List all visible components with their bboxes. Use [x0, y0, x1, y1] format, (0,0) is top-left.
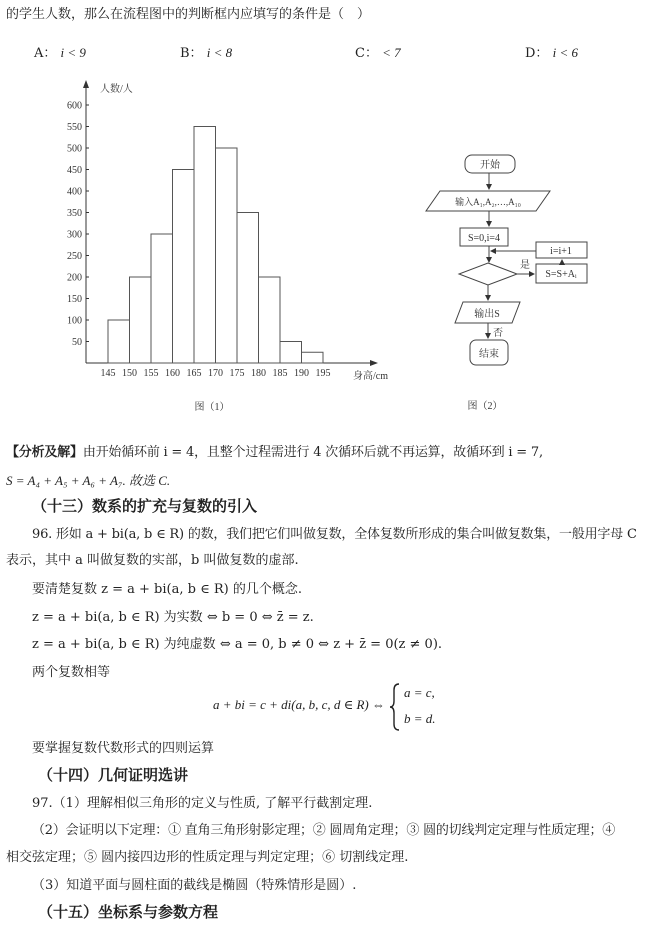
- y-tick-label: 300: [67, 229, 82, 241]
- output-label: 输出S: [474, 309, 500, 320]
- y-tick-label: 350: [67, 208, 82, 219]
- x-tick-label: 145: [100, 368, 116, 379]
- para-97-3: （3）知道平面与圆柱面的截线是椭圆（特殊情形是圆）.: [32, 878, 357, 893]
- option-label: C：: [355, 46, 378, 61]
- option-value: < 7: [382, 45, 401, 60]
- concept-line-3: z = a + bi(a, b ∈ R) 为纯虚数 ⇔ a = 0, b ≠ 0 ⇔ z + z̄ = 0(z ≠ 0).: [32, 637, 443, 652]
- x-tick-label: 175: [229, 368, 245, 379]
- flowchart: [0, 0, 657, 420]
- concept-line-2: z = a + bi(a, b ∈ R) 为实数 ⇔ b = 0 ⇔ z̄ = z.: [32, 610, 314, 625]
- para-96-line-2: 表示，其中 a 叫做复数的实部，b 叫做复数的虚部.: [6, 553, 299, 568]
- x-tick-label: 165: [186, 368, 202, 379]
- histogram-caption: 图（1）: [194, 402, 230, 413]
- y-tick-label: 150: [67, 294, 82, 305]
- para-97-1: 97.（1）理解相似三角形的定义与性质, 了解平行截割定理.: [32, 796, 373, 811]
- option-label: B：: [180, 46, 203, 61]
- option-label: A：: [34, 46, 57, 61]
- y-tick-label: 400: [67, 186, 82, 198]
- concept-line-1: 要清楚复数 z = a + bi(a, b ∈ R) 的几个概念.: [32, 582, 302, 597]
- section-15-heading: （十五）坐标系与参数方程: [38, 903, 219, 921]
- y-tick-label: 250: [67, 251, 82, 262]
- y-tick-label: 100: [67, 315, 82, 327]
- brace: [389, 682, 401, 732]
- x-tick-label: 170: [208, 368, 223, 379]
- section-14-heading: （十四）几何证明选讲: [38, 766, 189, 784]
- yes-label: 是: [520, 260, 530, 271]
- option-value: i < 6: [552, 45, 578, 60]
- y-axis-label: 人数/人: [100, 84, 133, 95]
- y-tick-label: 500: [67, 143, 82, 155]
- y-tick-label: 600: [67, 100, 82, 112]
- x-tick-label: 155: [143, 368, 159, 379]
- init-label: S=0,i=4: [467, 233, 501, 244]
- x-tick-label: 190: [294, 368, 309, 379]
- x-tick-label: 180: [251, 368, 266, 379]
- para-97-2a: （2）会证明以下定理：① 直角三角形射影定理；② 圆周角定理；③ 圆的切线判定定理与性质定理；④: [32, 823, 616, 838]
- analysis-tag: 【分析及解】: [6, 445, 83, 460]
- x-tick-label: 185: [272, 368, 288, 379]
- x-tick-label: 160: [165, 368, 180, 379]
- end-label: 结束: [479, 349, 499, 360]
- y-tick-label: 50: [72, 337, 82, 348]
- option-value: i < 9: [60, 45, 86, 60]
- analysis-line-1: [6, 444, 543, 462]
- y-tick-label: 450: [67, 165, 82, 176]
- analysis-text: 由开始循环前 i = 4，且整个过程需进行 4 次循环后就不再运算，故循环到 i = 7,: [82, 445, 543, 460]
- equality-left: a + bi = c + di(a, b, c, d ∈ R) ⇔: [212, 697, 385, 712]
- analysis-line-2: S = A₄ + A₅ + A₆ + A₇. 故选 C.: [6, 473, 171, 488]
- y-tick-label: 200: [67, 272, 82, 284]
- equality-case-2: b = d.: [404, 711, 436, 726]
- para-97-2b: 相交弦定理；⑤ 圆内接四边形的性质定理与判定定理；⑥ 切割线定理.: [6, 850, 409, 865]
- concept-line-5: 要掌握复数代数形式的四则运算: [32, 741, 215, 756]
- x-axis-label: 身高/cm: [353, 371, 388, 382]
- question-text: 的学生人数，那么在流程图中的判断框内应填写的条件是（ ）: [6, 7, 371, 22]
- section-13-heading: （十三）数系的扩充与复数的引入: [32, 497, 258, 515]
- start-label: 开始: [480, 160, 500, 171]
- para-96-line-1: 96. 形如 a + bi(a, b ∈ R) 的数，我们把它们叫做复数，全体复数所形成的集合叫做复数集，一般用字母 C: [32, 527, 637, 542]
- flowchart-caption: 图（2）: [467, 401, 503, 412]
- input-label: 输入A₁,A₂,…,A₁₀: [455, 197, 521, 207]
- y-tick-label: 550: [67, 122, 82, 133]
- equality-case-1: a = c,: [404, 685, 435, 700]
- decision-node: [459, 263, 517, 285]
- no-label: 否: [493, 328, 503, 339]
- accumulate-label: S=S+Aᵢ: [545, 269, 577, 280]
- option-label: D：: [525, 46, 549, 61]
- increment-label: i=i+1: [550, 246, 572, 257]
- option-value: i < 8: [206, 45, 233, 60]
- concept-line-4: 两个复数相等: [32, 665, 111, 680]
- x-tick-label: 150: [122, 368, 137, 379]
- x-tick-label: 195: [315, 368, 331, 379]
